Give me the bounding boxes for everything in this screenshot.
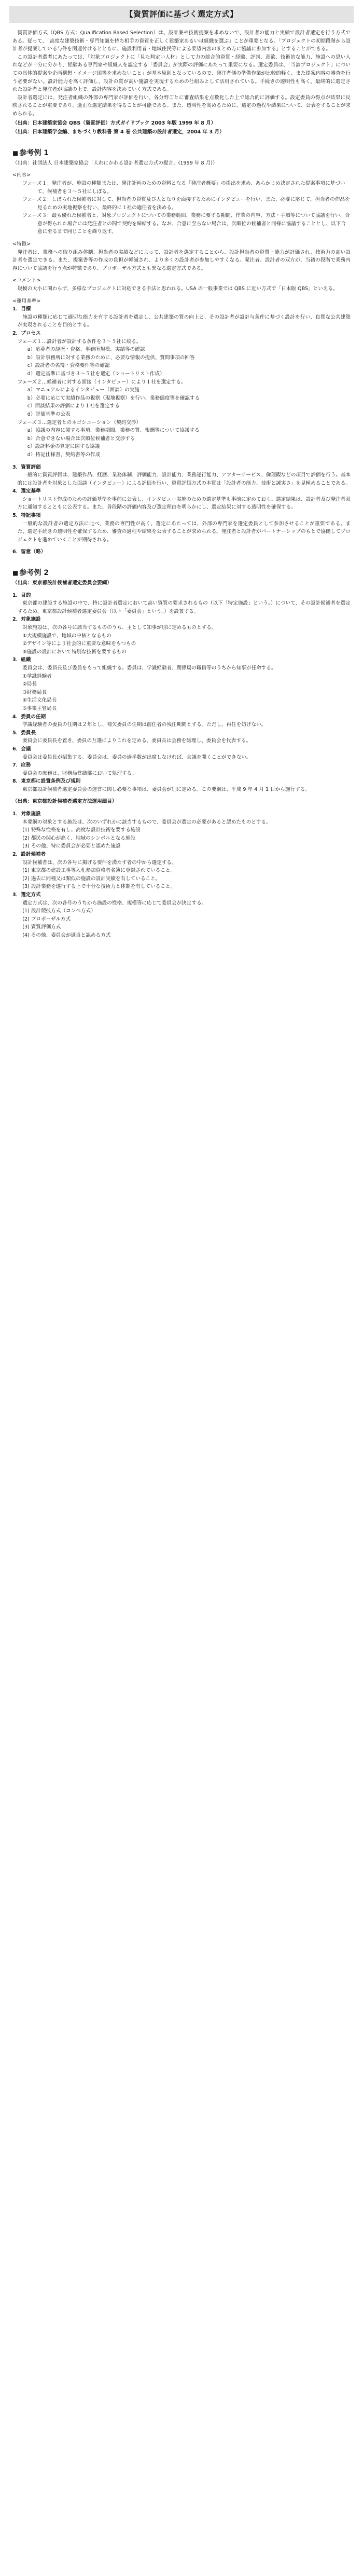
subsection-text: 委員会は委員長が招集する。委員会は、委員の過半数が出席しなければ、会議を開くことができない。 <box>22 754 252 760</box>
list-item: ③財務局長 <box>22 689 47 695</box>
list-item: ③施設の設計において特別な技術を要するもの <box>22 649 127 655</box>
source-citation: （出典：日本建築学会編、まちづくり教科書 第 4 巻 公共建築の設計者選定，2004 年 3 月） <box>12 129 225 135</box>
list-item: (1) 東京都の建設工事等入札参加資格者名簿に登録されていること。 <box>22 868 176 874</box>
phase-item: d）特記仕様書、契約書等の作成 <box>27 451 101 458</box>
phase-item: b）設計事務所に対する業務のために、必要な情報の提供、質問事項の回答 <box>27 354 195 361</box>
list-item: (3) 設計業務を遂行する上で十分な技術力と体制を有していること。 <box>22 884 176 890</box>
list-item: ②デザイン等により社会的に重要な意味をもつもの <box>22 641 136 647</box>
phase-item: b）必要に応じて実績作品の視察（現地視察）を行い、業務態度等を確認する <box>27 395 200 401</box>
subsection-text: 対象施設は、次の各号に該当するもののうち、主として知事が別に定めるものとする。 <box>22 625 217 631</box>
list-item: (4) その他、委員会が適当と認める方式 <box>22 932 111 938</box>
subsection-text: 設計候補者は、次の各号に掲げる要件を満たす者の中から選定する。 <box>22 859 177 866</box>
section-heading-text: 参考例 2 <box>19 569 49 578</box>
phase-item: a）マニュアルによるインタビュー（面談）の実施 <box>27 387 139 393</box>
list-item: ⑤事業主管局長 <box>22 705 57 711</box>
subsection-title: 7．庶務 <box>12 762 31 769</box>
subsection-title: 3．資質評価 <box>12 464 41 470</box>
section-heading-text: 参考例 1 <box>19 148 49 157</box>
subsection-title: 2．設計候補者 <box>12 852 46 858</box>
list-item: (2) 過去に同種又は類似の施設の設計実績を有していること。 <box>22 875 161 882</box>
subsection-title: 1．対象施設 <box>12 811 41 817</box>
phase-text: フェーズ３：最も優れた候補者と、対象プロジェクトについての業務範囲、業務に要する期間、作業の内容、方法・手順等について協議を行い、合意が得られた場合には発注者との間で契約を締結する。なお、合意に至らない場合は、次順位の候補者と同様に協議することとし、以下合意に至るまで同じことを繰り返す。 <box>22 213 350 235</box>
phase-item: a）協議の内容に関する事項、業務期間、業務の質、報酬等について協議する <box>27 428 200 434</box>
label-operating-standard: <運用基準> <box>12 298 41 304</box>
phase-item: c）面談結果の評価により１社を選定する <box>27 403 120 409</box>
square-bullet-icon: ■ <box>12 149 19 157</box>
document-content <box>12 29 351 940</box>
source-citation: （出典：日本建築家協会 QBS（資質評価）方式ガイドブック 2003 年版 1999 年 8 月） <box>12 120 216 126</box>
phase-item: a）応募者の経歴・資格、事務所規模、実績等の確認 <box>27 347 145 353</box>
subsection-title: 4．委員の任期 <box>12 714 46 720</box>
label-features: <特徴> <box>12 241 31 248</box>
intro-paragraph: 資質評価方式（QBS 方式：Qualification Based Selection）は、設計案や技術提案を求めないで、設計者の能力と実績で設計者選定を行う方式である。従って、「高度な建築技術・専門知識を持ち相手の資質を正しく建築家あるいは組織を選ぶ」ことが重要となる。「プロジェクトの初期段階から設計者が提案している与件を関連付けるとともに、施設利用者・地域住民等による要望内容のまとめ方に協議に参加する」とすることができる。 <box>12 30 351 52</box>
phase-heading: フェーズ２…候補者に対する面接（インタビュー）により１社を選定する。 <box>17 379 186 385</box>
subsection-title: 2．対象施設 <box>12 616 41 623</box>
title-bar <box>9 6 354 23</box>
list-item: ②局長 <box>22 681 37 688</box>
subsection-text: 選定方式は、次の各号のうちから施設の性格、規模等に応じて委員会が決定する。 <box>22 900 207 906</box>
phase-heading: フェーズ１…設計者が設計する条件を３～５社に絞る。 <box>17 338 142 345</box>
list-item: (1) 設計競技方式（コンペ方式） <box>22 908 96 914</box>
features-text: 発注者は、業務への取り組み体制、担当者の実績などによって、設計者を選定することから、設計担当者の資質・能力が評価され、技術力の高い設計者を選定できる。また、提案書等の作成の負担が軽減され、より多くの設計者が参加しやすくなる。発注者、設計者の双方が、当初の段階で業務内容について協議を行う点が特徴であり、プロポーザル方式とも異なる選定方式である。 <box>12 249 351 271</box>
label-outline: <内容> <box>12 172 31 179</box>
subsection-title: 1．目標 <box>12 306 31 312</box>
subsection-title: 3．組織 <box>12 657 31 663</box>
list-item: ①大規模施設で、地域の中核となるもの <box>22 633 111 639</box>
list-item: ④生活文化局長 <box>22 697 57 704</box>
phase-text: フェーズ２：しぼられた候補者に対して、担当者の資質及び人となりを面接するためにインタビューを行い、また、必要に応じて、担当者の作品を見るための実地視察を行い、最終的に１社の適任者を決める。 <box>22 197 350 211</box>
subsection-text: 委員会は、委員長及び委員をもって組織する。委員は、学識経験者、関係局の職員等のうちから知事が任命する。 <box>22 665 276 671</box>
list-item: (2) 都民の関心が高く、地域のシンボルとなる施設 <box>22 835 135 841</box>
list-item: (2) プロポーザル方式 <box>22 916 71 922</box>
page-title: 【資質評価に基づく選定方式】 <box>125 9 238 19</box>
source-citation: （出典：東京都設計候補者選定委員会要綱） <box>12 580 112 586</box>
phase-item: d）選定基準に基づき３～５社を選定（ショートリスト作成） <box>27 371 165 377</box>
subsection-text: 東京都設計候補者選定委員会の運営に関し必要な事項は、委員会が別に定める。この要綱は、平成 9 年 4 月 1 日から施行する。 <box>22 786 310 792</box>
source-citation: （出典：社団法人 日本建築家協会「人れにかわる設計者選定方式の提言」(1999 年 8 月)） <box>12 160 218 166</box>
subsection-text: 委員会に委員長を置き、委員の互選によりこれを定める。委員長は会務を総理し、委員会を代表する。 <box>22 738 252 744</box>
subsection-title: 6．留意（略） <box>12 549 46 555</box>
phase-heading: フェーズ３…選定者とのネゴシエーション（契約交渉） <box>17 419 142 426</box>
square-bullet-icon: ■ <box>12 569 19 577</box>
subsection-title: 8．東京都に設置条例及び規則 <box>12 778 81 785</box>
section-heading-example-2 <box>12 568 351 578</box>
list-item: (3) 資質評価方式 <box>22 924 61 930</box>
subsection-text: ショートリスト作成のための評価基準を事前に公表し、インタビュー実施のための選定基準も事前に定めておく。選定結果は、設計者及び発注者双方に通知するとともに公表する。また、各段階の評価内容及び選定理由を明らかにし、選定結果に対する透明性を確保する。 <box>17 496 351 511</box>
subsection-title: 5．特記事項 <box>12 513 41 519</box>
intro-paragraph: この設計者選考にあたっては、「対象プロジェクトに「見た判定い人材」として力の総合的資質・経験、評判、意欲、技術的な能力、施設への思い入れなどが十分に分かり、経験ある専門家や組織人を認定する「委員会」が実際の評価にあたって重要になる。選定委員は、「当該プロジェクト」についての具体的提案や企画構想・イメージ図等を求めないこと」が基本原則となっているので、発注者側の準備作業が比較的軽く、また提案内容の審査を行う必要がない。設計能力を高く評価し、設計の質が高い施設を実現するための仕組みとして活用されている。手続きの透明性も高く、最終的に選定された設計者と発注者が協議の上で、設計内容を決めていく方式である。 <box>12 54 351 93</box>
comment-text: 規模の大小に関わらず、多様なプロジェクトに対応できる手法と思われる。USA の一般事業では QBS に近い方式で「日本版 QBS」といえる。 <box>17 286 338 292</box>
phase-item: b）合意できない場合は次順位候補者と交渉する <box>27 435 135 442</box>
phase-item: c）設計者の名簿・資格要件等の確認 <box>27 363 110 369</box>
subsection-title: 4．選定基準 <box>12 488 41 495</box>
subsection-text: 学識経験者の委員の任期は２年とし、補欠委員の任期は前任者の残任期間とする。ただし、再任を妨げない。 <box>22 722 267 728</box>
label-comment: <コメント> <box>12 278 41 284</box>
phase-item: c）設計料金の算定に関する協議 <box>27 444 100 450</box>
subsection-text: 施設の種類に応じて適切な能力を有する設計者を選定し、公共建築の質の向上と、その設計者が設計与条件に基づく設計を行い、良質な公共建築が実現されることを目的とする。 <box>17 314 351 328</box>
subsection-title: 5．委員長 <box>12 730 36 736</box>
source-citation: （出典：東京都設計候補者選定方法運用細目） <box>12 799 117 805</box>
section-heading-example-1 <box>12 148 351 158</box>
subsection-text: 東京都の建設する施設の中で、特に設計者選定において高い資質の要求されるもの（以下「特定施設」という。）について、その設計候補者を選定するため、東京都設計候補者選定委員会（以下「委員会」という。）を設置する。 <box>17 600 351 614</box>
subsection-text: 本要綱の対象とする施設は、次のいずれかに該当するもので、委員会が選定の必要があると認めたものとする。 <box>22 819 271 825</box>
subsection-text: 一般的な設計者の選定方法に比べ、業務の専門性が高く、選定にあたっては、外部の専門家を選定委員として参加させることが重要である。また、選定手続きの透明性を確保するため、審査の過程や結果を公表することが求められる。発注者と設計者がパートナーシップのもとで協働してプロジェクトを進めていくことが期待される。 <box>17 520 351 543</box>
phase-item: d）評価基準の公表 <box>27 411 71 417</box>
intro-paragraph: 設計者選定には、発注者組織の外部の専門家が評価を行い、各分野ごとに審査結果を点数化した上で総合的に評価する。設定委員の得点が結果に反映されることが重要であり、適正な選定結果を得ることが可能である。また、透明性を高めるために、選定の過程や結果について、公表をすることが求められる。 <box>12 94 351 117</box>
list-item: (1) 特殊な性格を有し、高度な設計技術を要する施設 <box>22 827 141 833</box>
subsection-title: 1．目的 <box>12 592 31 598</box>
subsection-text: 一般的に資質評価は、建築作品、経歴、業務体制、評価能力、設計能力、業務遂行能力、アフターサービス、倫理観などの項目で評価を行う。基本的には設計者を対象とした面談（インタビュー）による評価を行い、資質評価方式の本質は「設計者の能力、技術と誠実さ」を見極めることである。 <box>17 472 351 486</box>
subsection-title: 3．選定方式 <box>12 892 41 898</box>
subsection-title: 2．プロセス <box>12 331 41 336</box>
phase-text: フェーズ１：発注者が、施設の種類または、発注計画のための資料となる「発注者概要」の提出を求め、あらかじめ決定された提案事項に基づいて、候補者を３～５社にしぼる。 <box>22 180 345 195</box>
subsection-title: 6．会議 <box>12 746 31 752</box>
list-item: ①学識経験者 <box>22 673 52 679</box>
subsection-text: 委員会の庶務は、財務局営繕部において処理する。 <box>22 770 137 776</box>
list-item: (3) その他、特に委員会が必要と認めた施設 <box>22 843 121 849</box>
